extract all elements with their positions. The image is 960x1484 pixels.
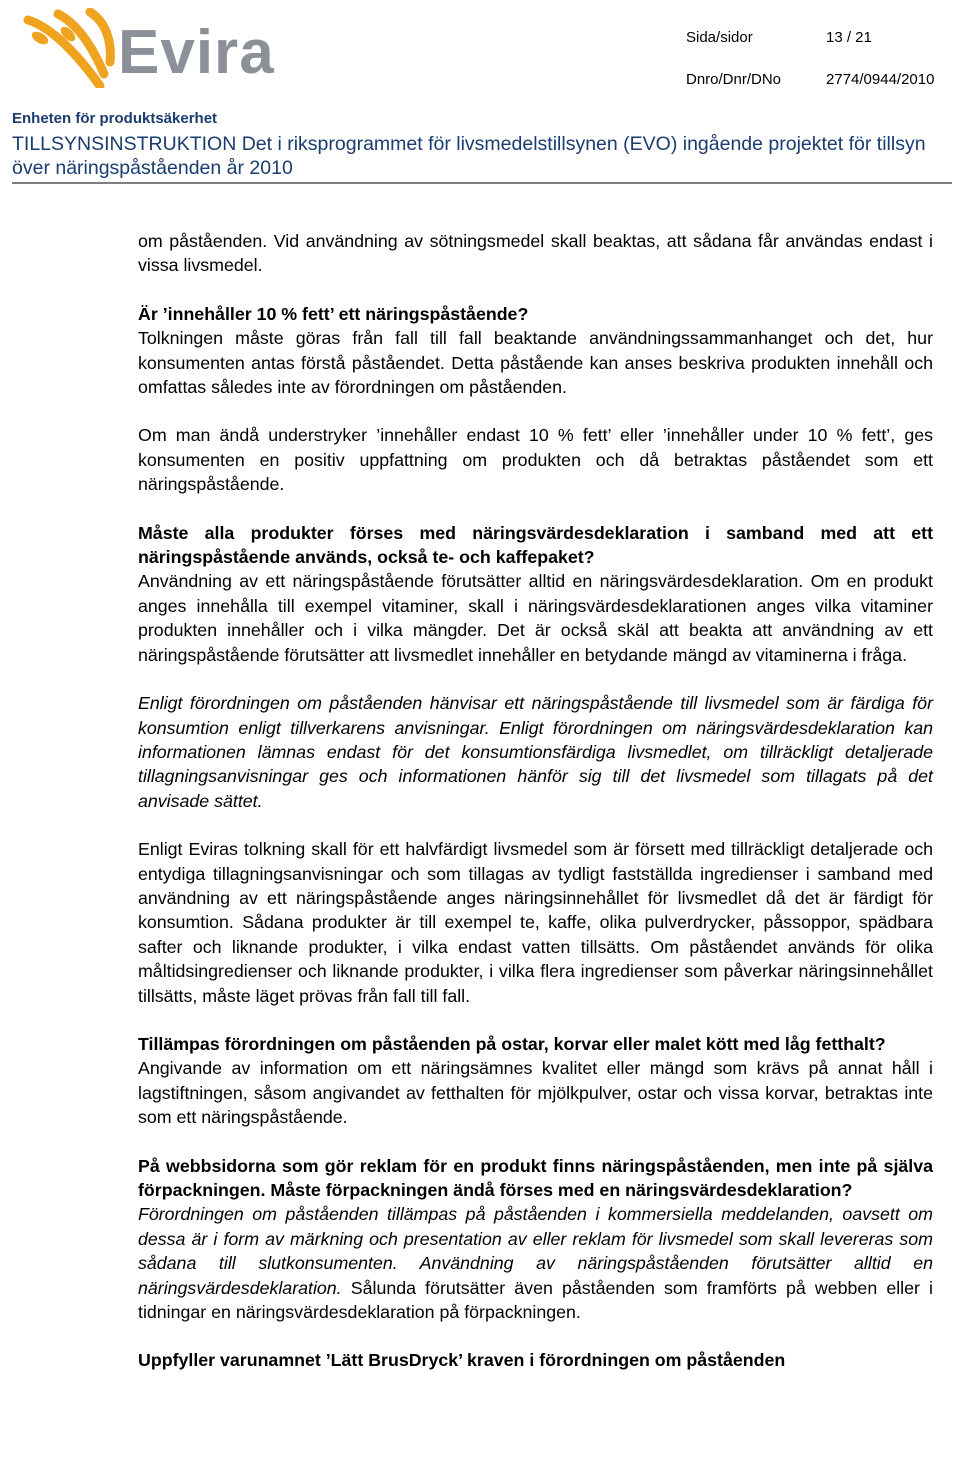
- document-body: [138, 229, 933, 1373]
- page-label: Sida/sidor: [686, 29, 753, 46]
- dnro-label: Dnro/Dnr/DNo: [686, 71, 782, 88]
- header-divider: [12, 182, 952, 184]
- paragraph: Om man ändå understryker ’innehåller endast 10 % fett’ eller ’innehåller under 10 % fett’, ges konsumenten en positiv uppfattning om produkten och då betraktas påståendet som ett näringspåstående.: [138, 425, 933, 495]
- italic-text: Förordningen om påståenden tillämpas på påståenden i kommersiella meddelanden, oavsett om dessa är i form av märkning och presentation av eller reklam för livsmedel som skall levereras som sådana till slutkonsumenten. Användning av näringspåståenden förutsätter alltid en näringsvärdesdeklaration.: [138, 1204, 933, 1298]
- question-heading: Måste alla produkter förses med näringsvärdesdeklaration i samband med att ett näringspåstående används, också te- och kaffepaket?: [138, 522, 933, 568]
- question-heading: På webbsidorna som gör reklam för en produkt finns näringspåståenden, men inte på själva förpackningen. Måste förpackningen ändå förses med en näringsvärdesdeklaration?: [138, 1155, 933, 1200]
- unit-name: Enheten för produktsäkerhet: [12, 110, 218, 127]
- paragraph: Angivande av information om ett näringsämnes kvalitet eller mängd som krävs på annat håll i lagstiftningen, såsom angivandet av fetthalten för mjölkpulver, ostar och vissa korvar, betraktas inte som ett näringspåstående.: [138, 1058, 933, 1128]
- paragraph: Tolkningen måste göras från fall till fall beaktande användningssammanhanget och det, hur konsumenten antas förstå påståendet. Detta påstående kan anses beskriva produkten innehåll och omfattas således inte av förordningen om påståenden.: [138, 328, 933, 398]
- paragraph: om påståenden. Vid användning av sötningsmedel skall beaktas, att sådana får användas endast i vissa livsmedel.: [138, 231, 933, 276]
- paragraph: [138, 1202, 933, 1324]
- question-heading: Uppfyller varunamnet ’Lätt BrusDryck’ kraven i förordningen om påståenden: [138, 1350, 786, 1371]
- document-title: TILLSYNSINSTRUKTION Det i riksprogrammet för livsmedelstillsynen (EVO) ingående projektet för tillsyn över näringspåståenden år 2010: [12, 133, 926, 179]
- question-heading: Är ’innehåller 10 % fett’ ett näringspåstående?: [138, 303, 529, 324]
- paragraph-italic: Enligt förordningen om påståenden hänvisar ett näringspåstående till livsmedel som är färdiga för konsumtion enligt tillverkarens anvisningar. Enligt förordningen om näringsvärdesdeklaration kan informationen lämnas endast för det konsumtionsfärdiga livsmedlet, om tillräckligt detaljerade tillagningsanvisningar ges och informationen hänför sig till det livsmedel som tillagats på det anvisade sättet.: [138, 693, 933, 811]
- question-heading: Tillämpas förordningen om påståenden på ostar, korvar eller malet kött med låg fetthalt?: [138, 1033, 886, 1054]
- wheat-icon: [28, 12, 110, 86]
- paragraph: Användning av ett näringspåstående förutsätter alltid en näringsvärdesdeklaration. Om en produkt anges innehålla till exempel vitaminer, skall i näringsvärdesdeklarationen anges vilka vitaminer produkten innehåller och i vilka mängder. Det är också skäl att beakta att användning av ett näringspåstående förutsätter att livsmedlet innehåller en betydande mängd av vitaminerna i fråga.: [138, 571, 933, 665]
- logo-wordmark: Evira: [118, 18, 275, 87]
- page-number: 13 / 21: [826, 29, 872, 46]
- dnro-number: 2774/0944/2010: [826, 71, 935, 88]
- normal-text: Sålunda förutsätter även påståenden som framförts på webben eller i tidningar en näringsvärdesdeklaration på förpackningen.: [138, 1277, 933, 1323]
- paragraph: Enligt Eviras tolkning skall för ett halvfärdigt livsmedel som är försett med tillräckligt detaljerade och entydiga tillagningsanvisningar och som tillagas av tydligt fastställda ingredienser i samband med användning av ett näringspåstående anges näringsinnehållet för livsmedlet då det är färdigt för konsumtion. Sådana produkter är till exempel te, kaffe, olika pulverdrycker, påssoppor, spädbara safter och liknande produkter, i vilka endast vatten tillsätts. Om påståendet används för olika måltidsingredienser och liknande produkter, i vilka flera ingredienser som påverkar näringsinnehållet tillsätts, måste läget prövas från fall till fall.: [138, 839, 933, 1006]
